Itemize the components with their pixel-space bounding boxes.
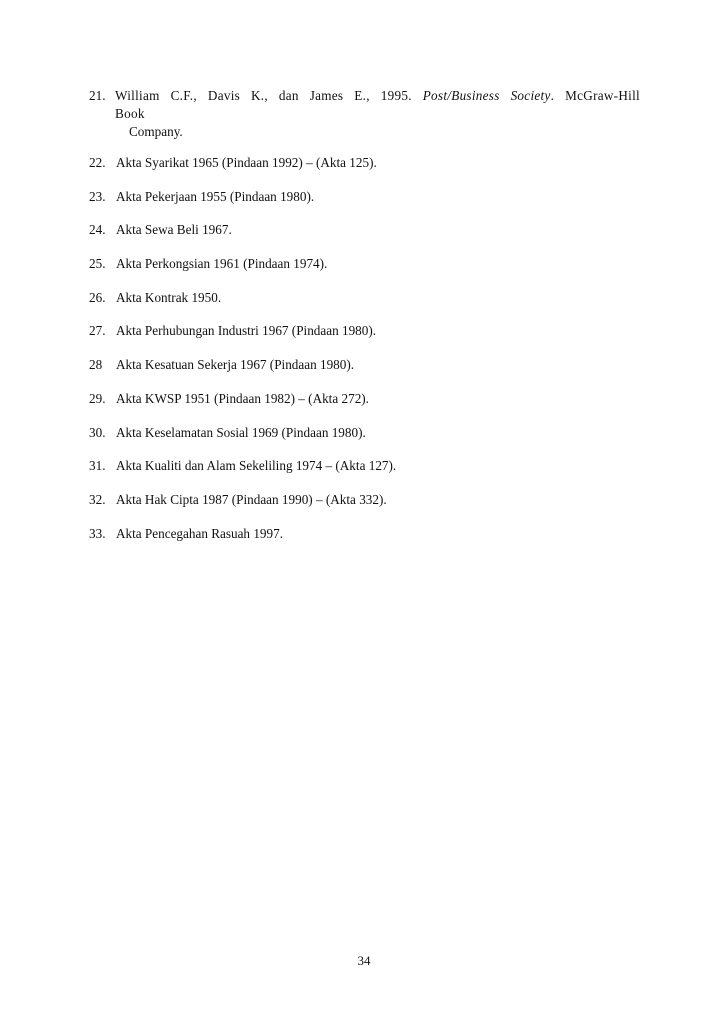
reference-text: Akta Keselamatan Sosial 1969 (Pindaan 1980).	[116, 424, 366, 440]
reference-title: Post/Business Society	[422, 88, 551, 103]
reference-number: 26.	[89, 289, 106, 305]
reference-number: 33.	[89, 525, 106, 541]
reference-number: 30.	[89, 424, 106, 440]
reference-item-31	[89, 457, 640, 475]
reference-text: Akta Sewa Beli 1967.	[116, 222, 232, 238]
reference-item-30	[89, 424, 640, 442]
reference-text: Akta Kualiti dan Alam Sekeliling 1974 – (Akta 127).	[116, 458, 397, 474]
page-number: 34	[357, 953, 371, 968]
reference-number: 25.	[89, 256, 106, 272]
reference-number: 27.	[89, 323, 106, 339]
reference-item-29	[89, 390, 640, 408]
reference-item-21	[89, 87, 640, 141]
reference-publisher: . McGraw-Hill Book	[115, 88, 640, 121]
reference-text: Akta Kontrak 1950.	[116, 289, 222, 305]
reference-item-25	[89, 255, 640, 273]
reference-text: Akta KWSP 1951 (Pindaan 1982) – (Akta 272).	[116, 390, 369, 406]
reference-item-27	[89, 322, 640, 340]
reference-text: Akta Pekerjaan 1955 (Pindaan 1980).	[116, 188, 315, 204]
reference-number: 28	[89, 357, 103, 373]
reference-number: 23.	[89, 188, 106, 204]
reference-text: Akta Syarikat 1965 (Pindaan 1992) – (Akta 125).	[116, 155, 377, 170]
reference-item-33	[89, 525, 640, 543]
reference-item-28	[89, 356, 640, 374]
reference-text: Akta Kesatuan Sekerja 1967 (Pindaan 1980).	[116, 357, 355, 373]
reference-number: 24.	[89, 222, 106, 238]
reference-text: Akta Perkongsian 1961 (Pindaan 1974).	[116, 256, 328, 272]
reference-item-24	[89, 221, 640, 239]
reference-authors: William C.F., Davis K., dan James E., 1995.	[115, 88, 423, 103]
reference-number: 32.	[89, 491, 106, 507]
reference-item-22	[89, 154, 640, 172]
reference-item-26	[89, 289, 640, 307]
reference-list	[89, 87, 640, 558]
reference-number: 29.	[89, 390, 106, 406]
reference-text: Akta Hak Cipta 1987 (Pindaan 1990) – (Akta 332).	[116, 491, 387, 507]
reference-text: Akta Perhubungan Industri 1967 (Pindaan 1980).	[116, 323, 377, 339]
reference-text: Akta Pencegahan Rasuah 1997.	[116, 525, 283, 541]
reference-number: 21.	[89, 88, 106, 103]
reference-continuation: Company.	[129, 124, 183, 139]
reference-item-32	[89, 491, 640, 509]
reference-text	[115, 87, 640, 141]
reference-number: 31.	[89, 458, 106, 474]
reference-number: 22.	[89, 155, 106, 170]
reference-item-23	[89, 188, 640, 206]
